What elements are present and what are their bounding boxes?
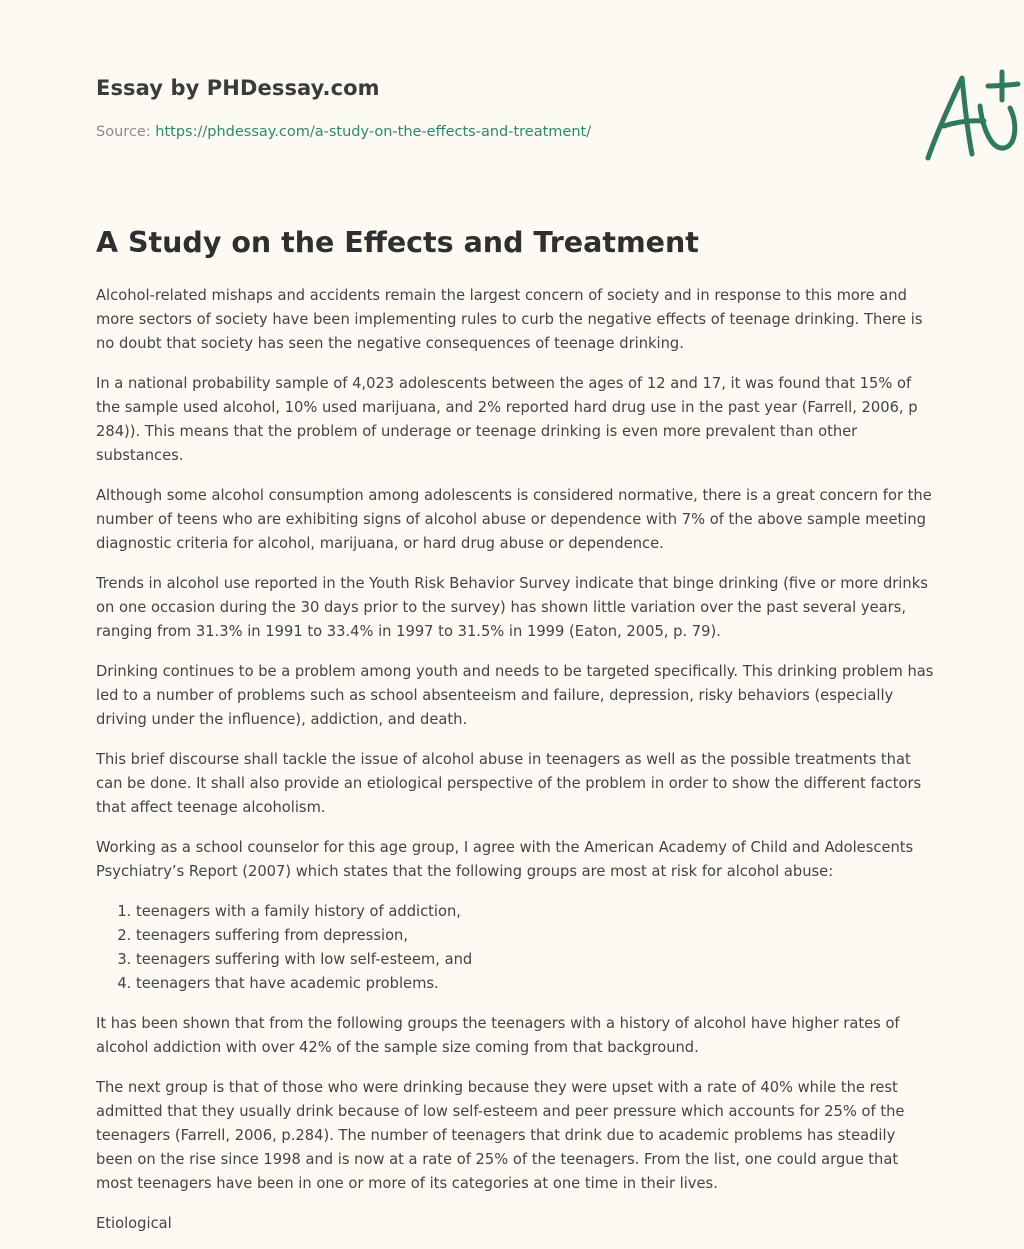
source-line [96,124,591,140]
list-item: 3. teenagers suffering with low self-esteem, and [136,948,936,972]
paragraph: Drinking continues to be a problem among youth and needs to be targeted specifically. This drinking problem has led to a number of problems such as school absenteeism and failure, depression, risky behaviors (especially driving under the influence), addiction, and death. [96,663,934,728]
paragraph: It has been shown that from the following groups the teenagers with a history of alcohol have higher rates of alcohol addiction with over 42% of the sample size coming from that background. [96,1015,900,1056]
paragraph: The next group is that of those who were drinking because they were upset with a rate of 40% while the rest admitted that they usually drink because of low self-esteem and peer pressure which accounts for 25% of the teenagers (Farrell, 2006, p.284). The number of teenagers that drink due to academic problems has steadily been on the rise since 1998 and is now at a rate of 25% of the teenagers. From the list, one could argue that most teenagers have been in one or more of its categories at one time in their lives. [96,1079,905,1192]
list-item: 2. teenagers suffering from depression, [136,924,936,948]
risk-groups-list [96,900,936,996]
source-label: Source: [96,124,156,140]
paragraph: This brief discourse shall tackle the issue of alcohol abuse in teenagers as well as the possible treatments that can be done. It shall also provide an etiological perspective of the problem in order to show the different factors that affect teenage alcoholism. [96,751,922,816]
paragraph: Trends in alcohol use reported in the Youth Risk Behavior Survey indicate that binge drinking (five or more drinks on one occasion during the 30 days prior to the survey) has shown little variation over the past several years, ranging from 31.3% in 1991 to 33.4% in 1997 to 31.5% in 1999 (Eaton, 2005, p. 79). [96,575,928,640]
section-heading: Etiological [96,1215,172,1232]
paragraph: In a national probability sample of 4,023 adolescents between the ages of 12 and 17, it was found that 15% of the sample used alcohol, 10% used marijuana, and 2% reported hard drug use in the past year (Farrell, 2006, p 284)). This means that the problem of underage or teenage drinking is even more prevalent than other substances. [96,375,918,464]
list-item: 4. teenagers that have academic problems. [136,972,936,996]
paragraph: Working as a school counselor for this age group, I agree with the American Academy of Child and Adolescents Psychiatry’s Report (2007) which states that the following groups are most at risk for alcohol abuse: [96,839,914,880]
source-link[interactable]: https://phdessay.com/a-study-on-the-effects-and-treatment/ [155,124,592,140]
article-title: A Study on the Effects and Treatment [96,226,699,259]
paragraph: Alcohol-related mishaps and accidents remain the largest concern of society and in response to this more and more sectors of society have been implementing rules to curb the negative effects of teenage drinking. There is no doubt that society has seen the negative consequences of teenage drinking. [96,287,923,352]
a-plus-logo-icon [916,66,1024,166]
article-body [96,284,936,1236]
site-brand: Essay by PHDessay.com [96,76,380,100]
list-item: 1. teenagers with a family history of addiction, [136,900,936,924]
paragraph: Although some alcohol consumption among adolescents is considered normative, there is a great concern for the number of teens who are exhibiting signs of alcohol abuse or dependence with 7% of the above sample meeting diagnostic criteria for alcohol, marijuana, or hard drug abuse or dependence. [96,487,932,552]
